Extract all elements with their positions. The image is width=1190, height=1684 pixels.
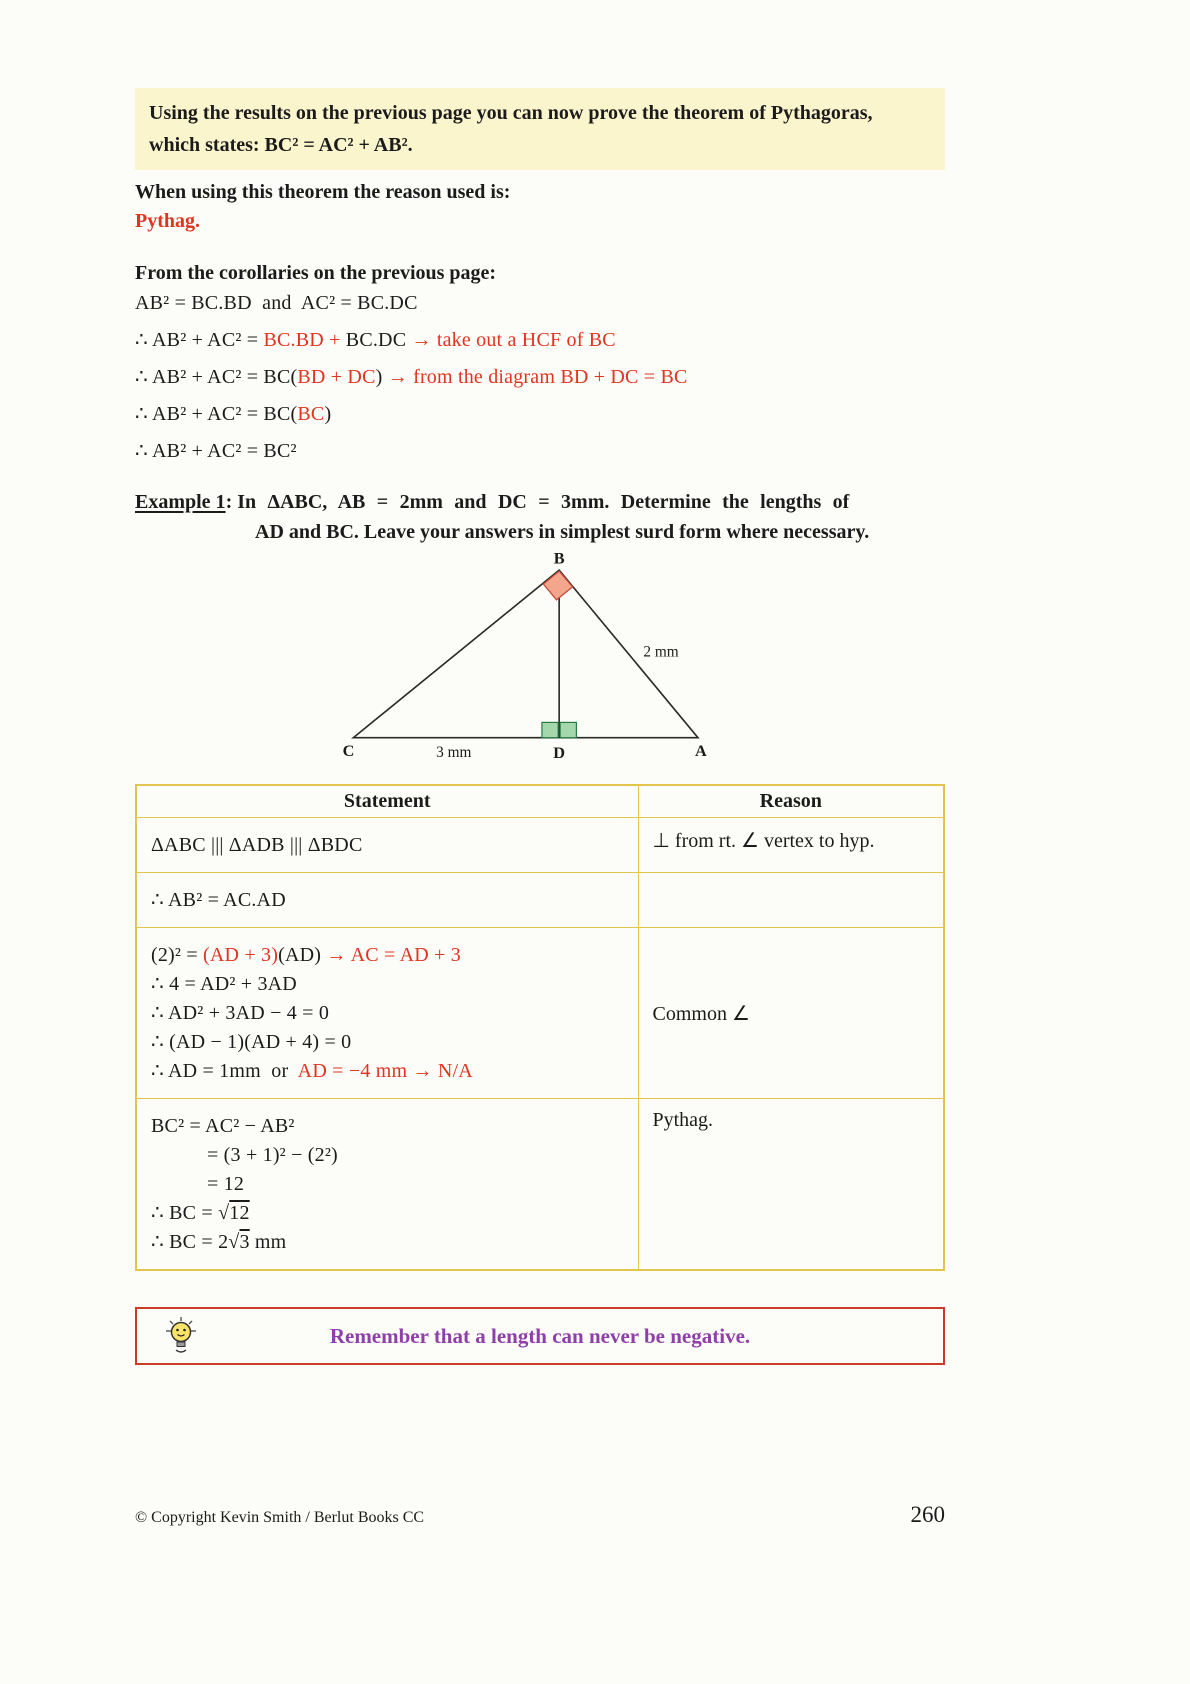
reason-cell: Pythag. (638, 1099, 944, 1271)
example-colon: : (225, 491, 238, 513)
reason-cell: ⊥ from rt. ∠ vertex to hyp. (638, 818, 944, 873)
table-header-statement: Statement (136, 785, 638, 818)
example-heading (135, 487, 945, 547)
vertex-label-A: A (694, 741, 707, 760)
vertex-label-C: C (342, 741, 355, 760)
formula-segment: ) (324, 403, 332, 425)
vertex-label-B: B (553, 551, 565, 568)
formula-segment: ∴ AB² = AC.AD (151, 889, 286, 911)
statement-line (151, 1114, 624, 1138)
statement-line (151, 1001, 624, 1025)
statement-line (151, 972, 624, 996)
side-label-BA: 2 mm (643, 643, 679, 661)
example-text-line2: AD and BC. Leave your answers in simplest surd form where necessary. (255, 521, 870, 543)
formula-segment: → take out a HCF of BC (411, 329, 616, 351)
example-text-line1: In ΔABC, AB = 2mm and DC = 3mm. Determine the lengths of (237, 491, 850, 513)
statement-cell (136, 1099, 638, 1271)
statement-line (151, 1030, 624, 1054)
statement-cell (136, 873, 638, 928)
table-row-similarity (136, 818, 944, 873)
table-row-solve-BC (136, 1099, 944, 1271)
triangle-diagram-svg (330, 551, 750, 776)
reason-note (135, 178, 945, 236)
formula-segment: ∴ AB² + AC² = (135, 329, 264, 351)
copyright-text: © Copyright Kevin Smith / Berlut Books CC (135, 1509, 425, 1526)
formula-segment: = 12 (207, 1173, 245, 1195)
example-label: Example 1 (135, 491, 226, 513)
formula-segment: ∴ AD = 1mm or (151, 1060, 298, 1082)
formula-segment: 3 (239, 1231, 250, 1253)
formula-segment: ∴ 4 = AD² + 3AD (151, 973, 297, 995)
statement-line (151, 833, 624, 857)
formula-segment: BC (297, 403, 325, 425)
theorem-intro-box (135, 88, 945, 170)
formula-segment: BD + DC (297, 366, 376, 388)
formula-segment: ∴ AB² + AC² = BC( (135, 366, 298, 388)
vertex-label-D: D (553, 743, 566, 762)
formula-segment: = (3 + 1)² − (2²) (207, 1144, 338, 1166)
formula-segment: BC.BD + (263, 329, 346, 351)
formula-segment: ∴ BC = √ (151, 1202, 230, 1224)
statement-line (151, 1143, 624, 1167)
formula-segment: (AD) (278, 944, 327, 966)
statement-line (151, 888, 624, 912)
reason-note-text: When using this theorem the reason used is: (135, 181, 511, 203)
table-header-row (136, 785, 944, 818)
right-angle-marker-D-left (542, 722, 558, 737)
right-angle-marker-D-right (560, 722, 576, 737)
corollary-derivation (135, 291, 945, 463)
formula-segment: 12 (229, 1202, 250, 1224)
reminder-box (135, 1307, 945, 1365)
reason-cell (638, 873, 944, 928)
derivation-line-1 (135, 291, 945, 315)
formula-segment: (2)² = (151, 944, 203, 966)
formula-segment: (AD + 3) (203, 944, 279, 966)
page-footer (135, 1502, 945, 1528)
statement-line (151, 1201, 624, 1225)
corollaries-heading: From the corollaries on the previous page: (135, 262, 497, 284)
formula-segment: AD = −4 mm → N/A (297, 1060, 473, 1082)
theorem-intro-line2-prefix: which states: (149, 134, 265, 156)
formula-segment: → AC = AD + 3 (326, 944, 461, 966)
formula-segment: BC² = AC² − AB² (151, 1115, 295, 1137)
derivation-line-4 (135, 402, 945, 426)
table-header-reason: Reason (638, 785, 944, 818)
pythagoras-formula: BC² = AC² + AB². (264, 134, 413, 156)
statement-line (151, 1230, 624, 1254)
reason-cell: Common ∠ (638, 928, 944, 1099)
statement-line (151, 1172, 624, 1196)
statement-line (151, 1059, 624, 1083)
page-number: 260 (910, 1502, 945, 1527)
statement-cell (136, 928, 638, 1099)
formula-segment: AB² = BC.BD and AC² = BC.DC (135, 292, 418, 314)
textbook-page-content (135, 88, 945, 1365)
right-angle-marker-B (543, 571, 572, 600)
statement-line (151, 943, 624, 967)
side-label-CD: 3 mm (436, 743, 472, 761)
formula-segment: mm (249, 1231, 287, 1253)
theorem-intro-line2 (149, 129, 931, 161)
statement-cell (136, 818, 638, 873)
formula-segment: ∴ AB² + AC² = BC² (135, 440, 297, 462)
statement-reason-table (135, 784, 945, 1271)
formula-segment: ΔABC ||| ΔADB ||| ΔBDC (151, 834, 363, 856)
formula-segment: → from the diagram BD + DC = BC (387, 366, 688, 388)
derivation-line-2 (135, 328, 945, 352)
formula-segment: ∴ BC = 2√ (151, 1231, 240, 1253)
derivation-line-3 (135, 365, 945, 389)
table-row-corollary (136, 873, 944, 928)
formula-segment: ) (375, 366, 388, 388)
formula-segment: ∴ (AD − 1)(AD + 4) = 0 (151, 1031, 352, 1053)
table-row-solve-AD (136, 928, 944, 1099)
reason-name: Pythag. (135, 210, 200, 232)
formula-segment: BC.DC (345, 329, 412, 351)
reminder-text: Remember that a length can never be negative. (329, 1323, 751, 1348)
derivation-line-5 (135, 439, 945, 463)
triangle-diagram (135, 551, 945, 776)
formula-segment: ∴ AD² + 3AD − 4 = 0 (151, 1002, 330, 1024)
theorem-intro-line1: Using the results on the previous page you can now prove the theorem of Pythagoras, (149, 102, 873, 124)
formula-segment: ∴ AB² + AC² = BC( (135, 403, 298, 425)
